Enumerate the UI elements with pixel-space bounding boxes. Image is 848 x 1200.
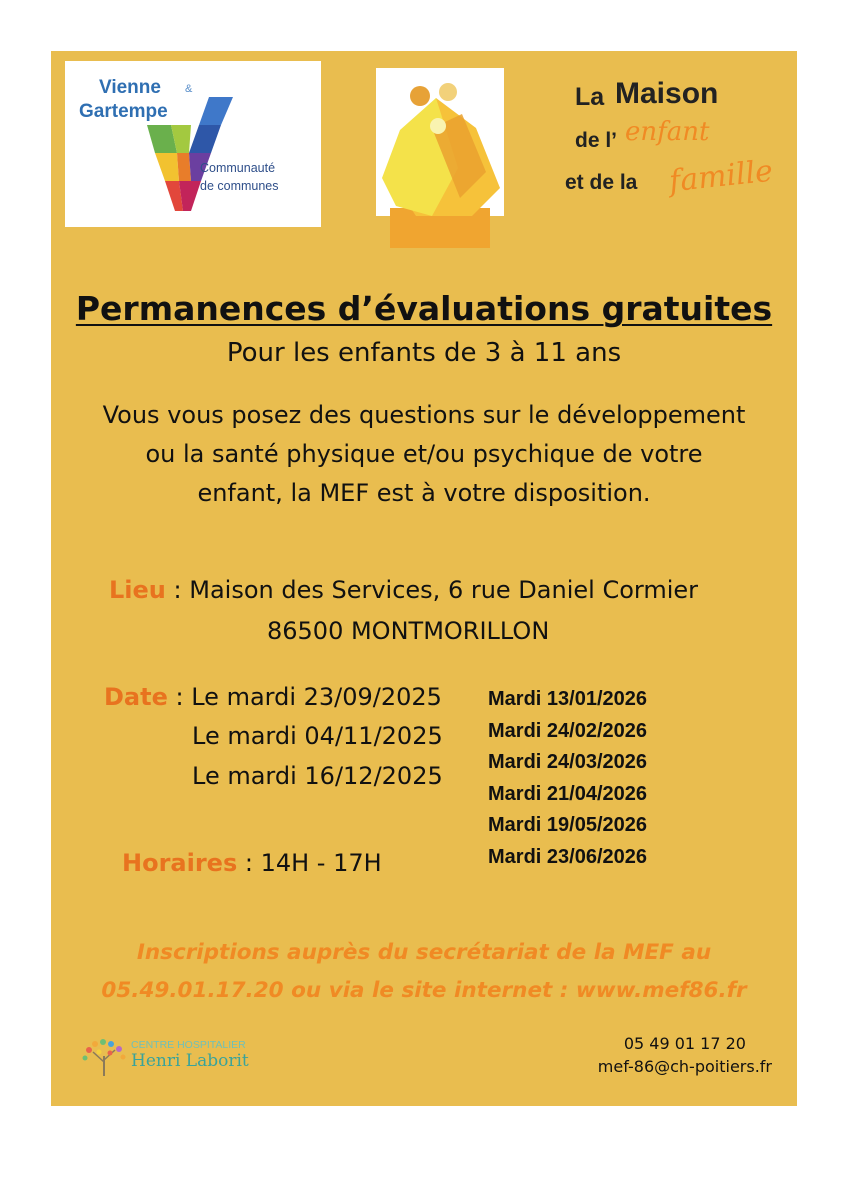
lieu-line	[109, 576, 698, 604]
inscription-text	[51, 934, 797, 1010]
mef-famille-script: famille	[667, 153, 775, 200]
horaires-label: Horaires	[122, 849, 238, 877]
poster	[51, 51, 797, 1106]
dates-2026-list	[488, 684, 708, 873]
horaires-value: : 14H - 17H	[237, 849, 382, 877]
contact-email: mef-86@ch-poitiers.fr	[597, 1057, 772, 1076]
inscription-line: Inscriptions auprès du secrétariat de la MEF au	[136, 940, 712, 965]
inscription-line: 05.49.01.17.20 ou via le site internet : www.mef86.fr	[101, 978, 747, 1003]
date-2026-item: Mardi 19/05/2026	[488, 814, 647, 836]
logo-communes-text: de communes	[200, 179, 279, 193]
mef-title-logo	[551, 77, 791, 227]
logo-gartempe-text: Gartempe	[79, 101, 168, 122]
henri-laborit-logo	[81, 1038, 281, 1078]
lieu-address: : Maison des Services, 6 rue Daniel Cormier	[165, 576, 699, 604]
horaires-line	[122, 849, 382, 877]
contact-block	[598, 1032, 772, 1078]
date-separator: :	[167, 683, 192, 711]
subtitle: Pour les enfants de 3 à 11 ans	[226, 338, 622, 368]
lieu-city: 86500 MONTMORILLON	[267, 617, 550, 645]
date-2026-item: Mardi 23/06/2026	[488, 845, 647, 868]
logo-communaute-text: Communauté	[200, 161, 276, 175]
date-item: Le mardi 23/09/2025	[191, 683, 442, 711]
date-line-1	[104, 683, 442, 711]
mef-la-text: La	[575, 83, 605, 111]
date-2026-item: Mardi 24/03/2026	[488, 751, 647, 773]
tree-icon	[81, 1038, 127, 1078]
vienne-gartempe-logo	[65, 61, 321, 227]
date-2026-item: Mardi 13/01/2026	[488, 688, 647, 710]
mef-de-l-text: de l’	[575, 129, 618, 152]
date-item: Le mardi 04/11/2025	[192, 722, 443, 750]
date-label: Date	[104, 683, 168, 711]
henri-laborit-name: Henri Laborit	[131, 1051, 249, 1071]
intro-text	[61, 396, 787, 513]
date-2026-item: Mardi 24/02/2026	[488, 719, 647, 742]
intro-line: ou la santé physique et/ou psychique de votre	[145, 440, 703, 468]
logo-amp-text: &	[185, 83, 193, 95]
mef-enfant-script: enfant	[625, 117, 710, 147]
date-2026-item: Mardi 21/04/2026	[488, 782, 647, 805]
v-mosaic-icon	[147, 95, 237, 215]
date-item: Le mardi 16/12/2025	[192, 762, 443, 790]
mef-maison-text: Maison	[615, 77, 719, 110]
logo-vienne-text: Vienne	[99, 77, 161, 98]
intro-line: Vous vous posez des questions sur le développement	[102, 401, 746, 429]
intro-line: enfant, la MEF est à votre disposition.	[197, 479, 651, 507]
henri-laborit-top-text: CENTRE HOSPITALIER	[131, 1039, 246, 1051]
mef-et-de-la-text: et de la	[565, 171, 638, 194]
contact-phone: 05 49 01 17 20	[623, 1034, 746, 1053]
lieu-label: Lieu	[109, 576, 166, 604]
page-title: Permanences d’évaluations gratuites	[75, 289, 773, 328]
mef-house-logo	[376, 68, 504, 248]
